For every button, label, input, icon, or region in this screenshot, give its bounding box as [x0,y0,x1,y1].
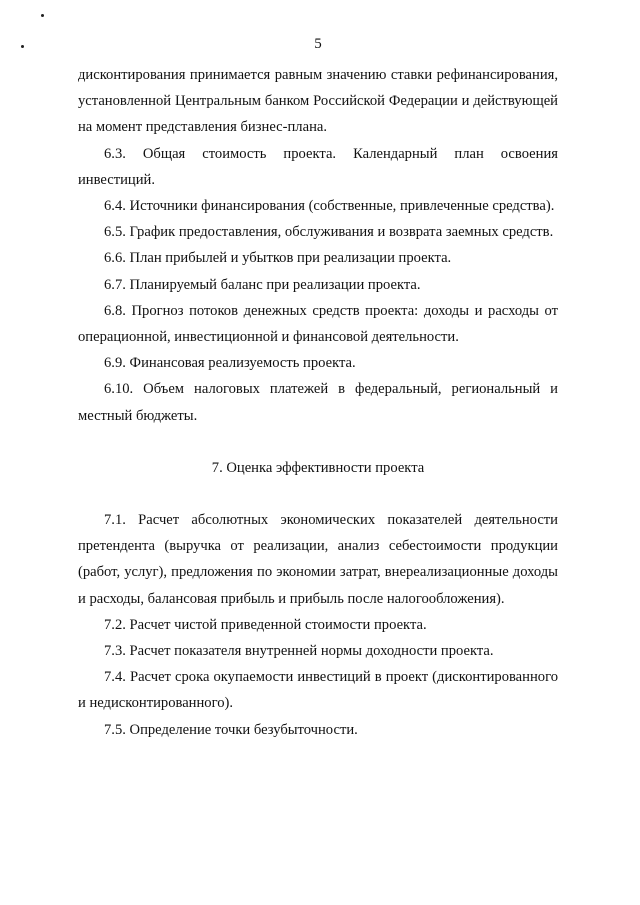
section-6-items [78,62,558,429]
paragraph-p-cont: дисконтирования принимается равным значению ставки рефинансирования, установленной Центральным банком Российской Федерации и действующей на момент представления бизнес-плана. [78,67,558,136]
paragraph-p-6-10: 6.10. Объем налоговых платежей в федеральный, региональный и местный бюджеты. [78,381,558,424]
paragraph-p-6-9: 6.9. Финансовая реализуемость проекта. [104,355,356,372]
paragraph-p-6-8: 6.8. Прогноз потоков денежных средств проекта: доходы и расходы от операционной, инвестиционной и финансовой деятельности. [78,302,558,346]
paragraph-p-7-5: 7.5. Определение точки безубыточности. [104,721,358,738]
paragraph-p-7-1: 7.1. Расчет абсолютных экономических показателей деятельности претендента (выручка от реализации, анализ себестоимости продукции (работ, услуг), предложения по экономии затрат, внереализационные доходы и расходы, балансовая прибыль и прибыль после налогообложения). [78,512,558,607]
section-7-items [78,507,558,743]
paragraph-p-6-4: 6.4. Источники финансирования (собственные, привлеченные средства). [104,198,555,215]
scan-speck [21,45,24,48]
paragraph-p-7-2: 7.2. Расчет чистой приведенной стоимости проекта. [104,616,427,633]
page-number: 5 [314,36,322,52]
paragraph-p-6-5: 6.5. График предоставления, обслуживания и возврата заемных средств. [104,224,554,241]
section-heading: 7. Оценка эффективности проекта [211,459,425,476]
paragraph-p-7-3: 7.3. Расчет показателя внутренней нормы доходности проекта. [104,643,494,660]
paragraph-p-6-7: 6.7. Планируемый баланс при реализации проекта. [104,276,421,293]
paragraph-p-6-3: 6.3. Общая стоимость проекта. Календарный план освоения инвестиций. [78,145,558,188]
paragraph-p-7-4: 7.4. Расчет срока окупаемости инвестиций в проект (дисконтированного и недисконтированного). [78,669,558,712]
paragraph-p-6-6: 6.6. План прибылей и убытков при реализации проекта. [104,250,452,267]
scan-speck [41,14,44,17]
